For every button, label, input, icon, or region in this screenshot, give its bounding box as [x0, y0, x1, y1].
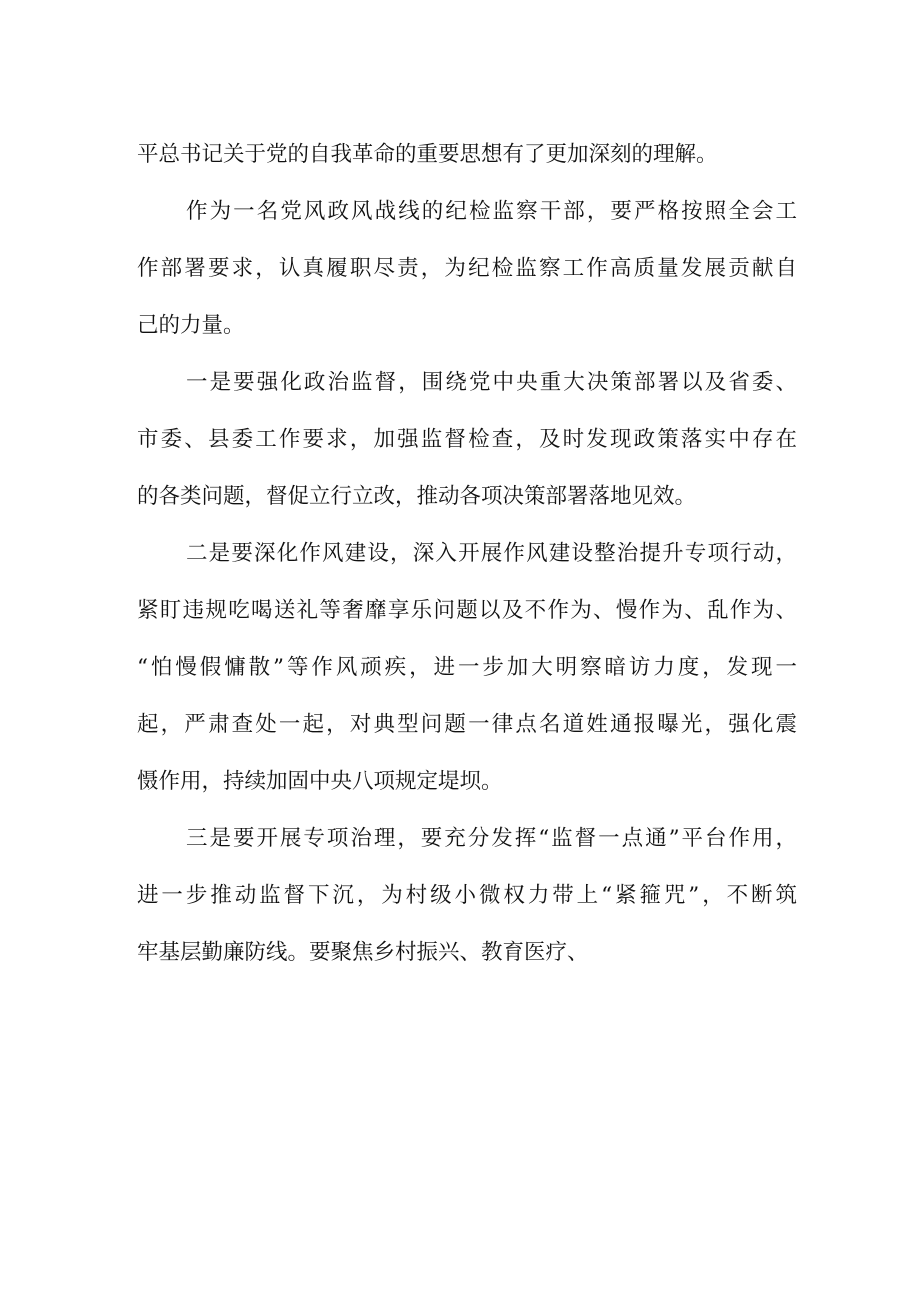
- paragraph-line: 三是要开展专项治理，要充分发挥“监督一点通”平台作用，: [186, 826, 797, 851]
- paragraph-line: 平总书记关于党的自我革命的重要思想有了更加深刻的理解。: [137, 142, 718, 167]
- paragraph-line: 市委、县委工作要求，加强监督检查，及时发现政策落实中存在: [137, 427, 797, 452]
- paragraph-line: 的各类问题，督促立行立改，推动各项决策部署落地见效。: [137, 484, 697, 509]
- paragraph-line: 作为一名党风政风战线的纪检监察干部，要严格按照全会工: [186, 199, 797, 224]
- paragraph-line: 一是要强化政治监督，围绕党中央重大决策部署以及省委、: [186, 370, 797, 395]
- paragraph-line: 作部署要求，认真履职尽责，为纪检监察工作高质量发展贡献自: [137, 256, 797, 281]
- document-body: [137, 126, 797, 981]
- paragraph-line: 己的力量。: [137, 313, 245, 338]
- paragraph-line: 起，严肃查处一起，对典型问题一律点名道姓通报曝光，强化震: [137, 712, 797, 737]
- paragraph-line: “怕慢假慵散”等作风顽疾，进一步加大明察暗访力度，发现一: [137, 655, 797, 680]
- paragraph-line: 牢基层勤廉防线。要聚焦乡村振兴、教育医疗、: [137, 940, 589, 965]
- paragraph-3: [137, 354, 797, 525]
- paragraph-line: 进一步推动监督下沉，为村级小微权力带上“紧箍咒”，不断筑: [137, 883, 797, 908]
- paragraph-1: [137, 126, 797, 183]
- paragraph-5: [137, 810, 797, 981]
- paragraph-4: [137, 525, 797, 810]
- paragraph-2: [137, 183, 797, 354]
- paragraph-line: 紧盯违规吃喝送礼等奢靡享乐问题以及不作为、慢作为、乱作为、: [137, 598, 797, 623]
- paragraph-line: 二是要深化作风建设，深入开展作风建设整治提升专项行动，: [186, 541, 797, 566]
- paragraph-line: 慑作用，持续加固中央八项规定堤坝。: [137, 769, 503, 794]
